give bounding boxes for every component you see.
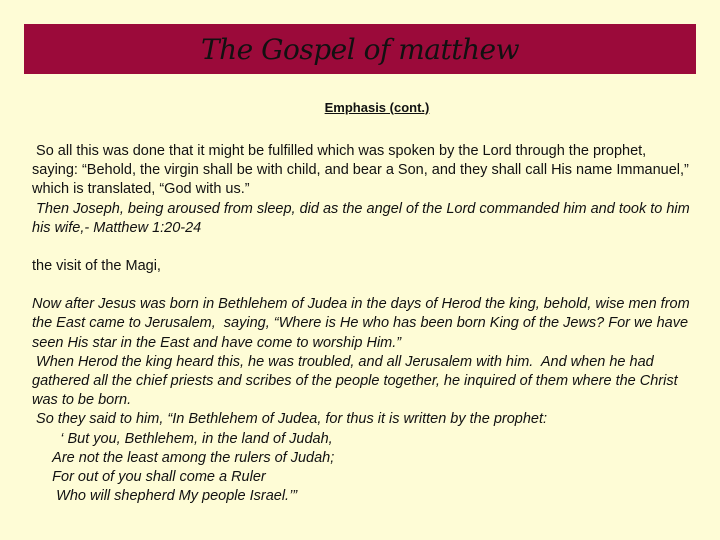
page-title: The Gospel of matthew [200,32,520,66]
title-banner [24,24,696,74]
paragraph-wise-men: Now after Jesus was born in Bethlehem of Judea in the days of Herod the king, behold, wise men from the East came to Jerusalem, saying, “Where is He who has been born King of the Jews? For we have seen His star in the East and have come to worship Him.” [32,296,694,351]
paragraph-herod: When Herod the king heard this, he was troubled, and all Jerusalem with him. And when he had gathered all the chief priests and scribes of the people together, he inquired of them where the Christ was to be born. [32,353,682,409]
paragraph-fulfilled-prophecy: So all this was done that it might be fulfilled which was spoken by the Lord through the prophet, saying: “Behold, the virgin shall be with child, and bear a Son, and they shall call His name Immanuel,” which is translated, “God with us.” [32,143,693,198]
section-subtitle: Emphasis (cont.) [324,100,430,115]
scripture-text [32,142,692,506]
paragraph-magi-heading: the visit of the Magi, [32,258,161,275]
poem-line-2: Are not the least among the rulers of Judah; [32,449,335,466]
poem-line-4: Who will shepherd My people Israel.’” [32,488,298,505]
poem-line-1: ‘ But you, Bethlehem, in the land of Judah, [32,430,333,447]
paragraph-joseph: Then Joseph, being aroused from sleep, did as the angel of the Lord commanded him and took to him his wife,- Matthew 1:20-24 [32,200,694,236]
paragraph-bethlehem: So they said to him, “In Bethlehem of Judea, for thus it is written by the prophet: [32,411,548,428]
poem-line-3: For out of you shall come a Ruler [32,469,266,486]
